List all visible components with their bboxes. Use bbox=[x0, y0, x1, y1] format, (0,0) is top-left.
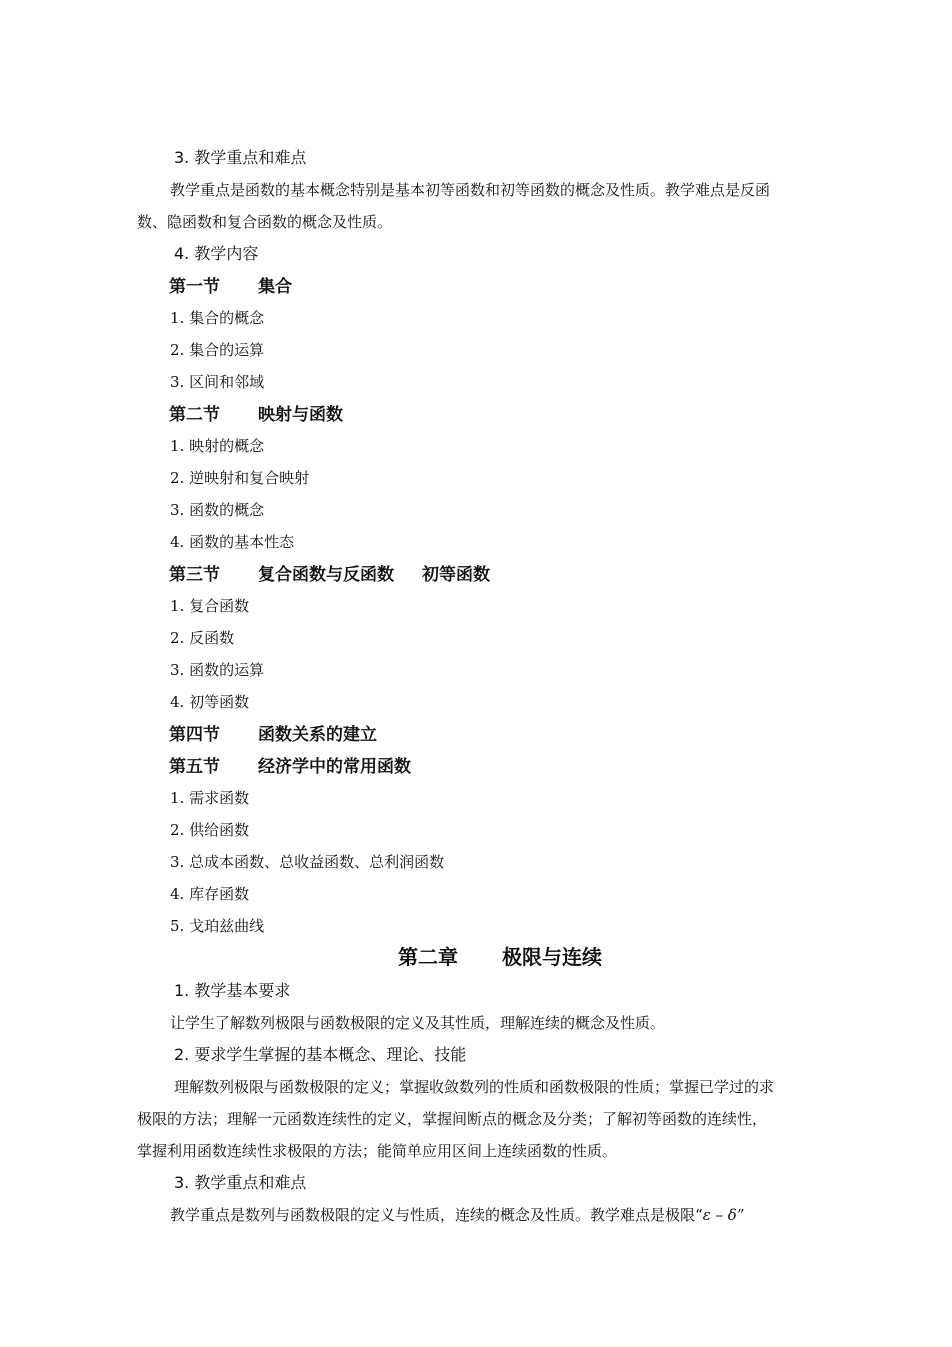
section-5-heading bbox=[169, 752, 411, 777]
section-2-number: 第二节 bbox=[169, 405, 220, 425]
list-item: 2. 供给函数 bbox=[170, 821, 250, 839]
chapter-2-number: 第二章 bbox=[398, 945, 458, 969]
list-item: 4. 函数的基本性态 bbox=[170, 533, 295, 551]
key-points-line-2: 数、隐函数和复合函数的概念及性质。 bbox=[137, 213, 393, 231]
skills-line-2: 极限的方法；理解一元函数连续性的定义，掌握间断点的概念及分类；了解初等函数的连续性， bbox=[137, 1110, 768, 1128]
list-item: 3. 总成本函数、总收益函数、总利润函数 bbox=[170, 853, 445, 871]
list-item: 1. 映射的概念 bbox=[170, 437, 265, 455]
closing-quote: ” bbox=[736, 1206, 745, 1224]
section-3-heading bbox=[169, 560, 490, 585]
key-difficulties-text bbox=[170, 1204, 744, 1225]
section-2-heading bbox=[169, 400, 343, 425]
list-item: 1. 集合的概念 bbox=[170, 309, 265, 327]
section-5-title: 经济学中的常用函数 bbox=[258, 757, 411, 777]
requirements-heading: 1. 教学基本要求 bbox=[174, 981, 291, 1000]
chapter-2-name: 极限与连续 bbox=[502, 945, 602, 969]
list-item: 2. 集合的运算 bbox=[170, 341, 265, 359]
section-3-title: 复合函数与反函数 bbox=[258, 565, 394, 585]
list-item: 3. 函数的运算 bbox=[170, 661, 265, 679]
section-1-number: 第一节 bbox=[169, 277, 220, 297]
key-points-line-1: 教学重点是函数的基本概念特别是基本初等函数和初等函数的概念及性质。教学难点是反函 bbox=[170, 181, 771, 199]
skills-line-1: 理解数列极限与函数极限的定义；掌握收敛数列的性质和函数极限的性质；掌握已学过的求 bbox=[174, 1078, 775, 1096]
list-item: 4. 库存函数 bbox=[170, 885, 250, 903]
list-item: 3. 区间和邻域 bbox=[170, 373, 265, 391]
epsilon-delta-formula: ε – δ bbox=[702, 1206, 737, 1224]
content-heading: 4. 教学内容 bbox=[174, 244, 259, 263]
key-points-heading: 3. 教学重点和难点 bbox=[174, 148, 307, 167]
list-item: 4. 初等函数 bbox=[170, 693, 250, 711]
list-item: 2. 逆映射和复合映射 bbox=[170, 469, 310, 487]
key-difficulties-body: 教学重点是数列与函数极限的定义与性质，连续的概念及性质。教学难点是极限“ bbox=[170, 1206, 703, 1224]
section-3-number: 第三节 bbox=[169, 565, 220, 585]
section-1-title: 集合 bbox=[258, 277, 292, 297]
list-item: 1. 复合函数 bbox=[170, 597, 250, 615]
section-2-title: 映射与函数 bbox=[258, 405, 343, 425]
requirements-text: 让学生了解数列极限与函数极限的定义及其性质，理解连续的概念及性质。 bbox=[170, 1014, 666, 1032]
section-4-heading bbox=[169, 720, 377, 745]
list-item: 1. 需求函数 bbox=[170, 789, 250, 807]
list-item: 3. 函数的概念 bbox=[170, 501, 265, 519]
section-4-title: 函数关系的建立 bbox=[258, 725, 377, 745]
list-item: 2. 反函数 bbox=[170, 629, 235, 647]
chapter-2-title bbox=[398, 941, 602, 970]
section-4-number: 第四节 bbox=[169, 725, 220, 745]
section-5-number: 第五节 bbox=[169, 757, 220, 777]
list-item: 5. 戈珀兹曲线 bbox=[170, 917, 265, 935]
skills-line-3: 掌握利用函数连续性求极限的方法；能简单应用区间上连续函数的性质。 bbox=[137, 1142, 618, 1160]
key-difficulties-heading: 3. 教学重点和难点 bbox=[174, 1173, 307, 1192]
skills-heading: 2. 要求学生掌握的基本概念、理论、技能 bbox=[174, 1045, 467, 1064]
section-3-title-2: 初等函数 bbox=[422, 565, 490, 585]
section-1-heading bbox=[169, 272, 292, 297]
